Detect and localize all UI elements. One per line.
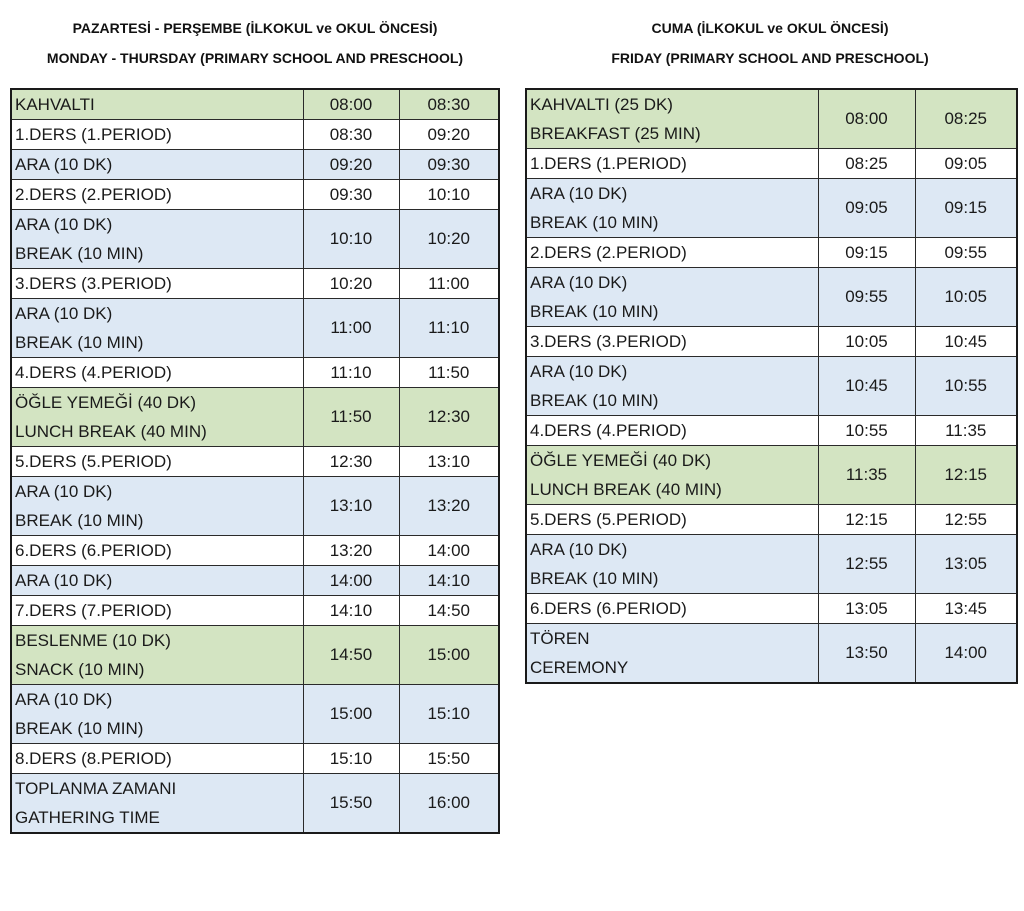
period-label [526, 238, 818, 268]
end-time: 11:00 [399, 269, 499, 299]
start-time: 14:10 [303, 596, 399, 626]
schedule-row [11, 150, 499, 180]
schedule-row [11, 774, 499, 834]
period-label [526, 179, 818, 238]
period-label-line: ARA (10 DK) [15, 304, 113, 323]
schedule-row [526, 179, 1017, 238]
period-label-line: ÖĞLE YEMEĞİ (40 DK) [530, 451, 712, 470]
period-label-line: 5.DERS (5.PERIOD) [15, 452, 172, 471]
period-label [11, 180, 303, 210]
friday-schedule-table [525, 88, 1018, 684]
start-time: 11:10 [303, 358, 399, 388]
start-time: 08:00 [818, 89, 915, 149]
end-time: 10:20 [399, 210, 499, 269]
schedule-row [526, 149, 1017, 179]
period-label-line: 8.DERS (8.PERIOD) [15, 749, 172, 768]
period-label-line: LUNCH BREAK (40 MIN) [530, 480, 722, 499]
end-time: 10:05 [915, 268, 1017, 327]
period-label-line: BREAK (10 MIN) [15, 244, 144, 263]
start-time: 10:20 [303, 269, 399, 299]
period-label [11, 566, 303, 596]
schedule-row [11, 596, 499, 626]
end-time: 09:15 [915, 179, 1017, 238]
period-label-line: 7.DERS (7.PERIOD) [15, 601, 172, 620]
schedule-row [526, 238, 1017, 268]
period-label [526, 505, 818, 535]
period-label [526, 149, 818, 179]
period-label [11, 536, 303, 566]
start-time: 11:35 [818, 446, 915, 505]
period-label-line: KAHVALTI [15, 95, 95, 114]
period-label-line: ARA (10 DK) [15, 571, 113, 590]
schedule-row [11, 120, 499, 150]
period-label-line: 6.DERS (6.PERIOD) [15, 541, 172, 560]
end-time: 09:30 [399, 150, 499, 180]
schedule-row [11, 358, 499, 388]
start-time: 13:05 [818, 594, 915, 624]
end-time: 09:20 [399, 120, 499, 150]
friday-heading-en: FRIDAY (PRIMARY SCHOOL AND PRESCHOOL) [611, 50, 929, 66]
start-time: 09:55 [818, 268, 915, 327]
end-time: 15:00 [399, 626, 499, 685]
start-time: 10:10 [303, 210, 399, 269]
period-label-line: BREAK (10 MIN) [15, 511, 144, 530]
end-time: 14:50 [399, 596, 499, 626]
period-label [11, 358, 303, 388]
schedule-row [11, 744, 499, 774]
end-time: 13:05 [915, 535, 1017, 594]
start-time: 14:00 [303, 566, 399, 596]
period-label-line: LUNCH BREAK (40 MIN) [15, 422, 207, 441]
schedule-row [526, 327, 1017, 357]
period-label [11, 299, 303, 358]
period-label [11, 150, 303, 180]
end-time: 15:50 [399, 744, 499, 774]
period-label-line: GATHERING TIME [15, 808, 160, 827]
schedule-row [11, 210, 499, 269]
monday-thursday-heading-tr: PAZARTESİ - PERŞEMBE (İLKOKUL ve OKUL ÖNCESİ) [72, 20, 438, 36]
end-time: 13:45 [915, 594, 1017, 624]
period-label-line: 2.DERS (2.PERIOD) [530, 243, 687, 262]
period-label-line: 4.DERS (4.PERIOD) [530, 421, 687, 440]
period-label-line: ARA (10 DK) [530, 362, 628, 381]
period-label-line: 6.DERS (6.PERIOD) [530, 599, 687, 618]
end-time: 11:10 [399, 299, 499, 358]
period-label-line: BREAK (10 MIN) [15, 333, 144, 352]
end-time: 10:45 [915, 327, 1017, 357]
start-time: 13:10 [303, 477, 399, 536]
period-label-line: ARA (10 DK) [530, 184, 628, 203]
period-label-line: BREAKFAST (25 MIN) [530, 124, 701, 143]
period-label [526, 416, 818, 446]
start-time: 09:15 [818, 238, 915, 268]
schedule-row [526, 89, 1017, 149]
start-time: 08:00 [303, 89, 399, 120]
period-label-line: 1.DERS (1.PERIOD) [530, 154, 687, 173]
period-label-line: 4.DERS (4.PERIOD) [15, 363, 172, 382]
period-label [11, 388, 303, 447]
start-time: 09:20 [303, 150, 399, 180]
start-time: 11:00 [303, 299, 399, 358]
start-time: 15:50 [303, 774, 399, 834]
period-label [526, 327, 818, 357]
schedule-row [11, 388, 499, 447]
period-label-line: ARA (10 DK) [15, 155, 113, 174]
schedule-row [526, 416, 1017, 446]
period-label [11, 685, 303, 744]
schedule-row [11, 299, 499, 358]
end-time: 15:10 [399, 685, 499, 744]
period-label-line: BESLENME (10 DK) [15, 631, 171, 650]
schedule-row [11, 566, 499, 596]
start-time: 10:45 [818, 357, 915, 416]
end-time: 10:55 [915, 357, 1017, 416]
schedule-row [526, 357, 1017, 416]
period-label-line: CEREMONY [530, 658, 629, 677]
period-label [526, 594, 818, 624]
end-time: 11:50 [399, 358, 499, 388]
period-label [11, 626, 303, 685]
monday-thursday-heading-en: MONDAY - THURSDAY (PRIMARY SCHOOL AND PRESCHOOL) [46, 50, 464, 66]
period-label-line: ARA (10 DK) [15, 215, 113, 234]
period-label [11, 744, 303, 774]
period-label [11, 774, 303, 834]
start-time: 12:30 [303, 447, 399, 477]
period-label [526, 624, 818, 684]
period-label-line: SNACK (10 MIN) [15, 660, 145, 679]
schedule-row [11, 536, 499, 566]
start-time: 15:10 [303, 744, 399, 774]
end-time: 12:55 [915, 505, 1017, 535]
period-label-line: ÖĞLE YEMEĞİ (40 DK) [15, 393, 197, 412]
start-time: 08:25 [818, 149, 915, 179]
end-time: 14:00 [915, 624, 1017, 684]
period-label-line: 3.DERS (3.PERIOD) [530, 332, 687, 351]
schedule-row [11, 685, 499, 744]
start-time: 12:15 [818, 505, 915, 535]
period-label [526, 446, 818, 505]
start-time: 13:20 [303, 536, 399, 566]
period-label [11, 210, 303, 269]
period-label-line: BREAK (10 MIN) [15, 719, 144, 738]
end-time: 13:10 [399, 447, 499, 477]
schedule-row [11, 626, 499, 685]
period-label-line: BREAK (10 MIN) [530, 391, 659, 410]
schedule-row [11, 447, 499, 477]
end-time: 12:15 [915, 446, 1017, 505]
schedule-row [526, 624, 1017, 684]
schedule-row [526, 594, 1017, 624]
period-label-line: KAHVALTI (25 DK) [530, 95, 673, 114]
start-time: 09:05 [818, 179, 915, 238]
end-time: 12:30 [399, 388, 499, 447]
period-label-line: ARA (10 DK) [530, 273, 628, 292]
friday-heading-tr: CUMA (İLKOKUL ve OKUL ÖNCESİ) [651, 20, 889, 36]
end-time: 16:00 [399, 774, 499, 834]
monday-thursday-schedule-table [10, 88, 500, 834]
end-time: 08:25 [915, 89, 1017, 149]
start-time: 09:30 [303, 180, 399, 210]
schedule-row [526, 505, 1017, 535]
schedule-row [526, 535, 1017, 594]
period-label [11, 269, 303, 299]
schedule-row [11, 477, 499, 536]
end-time: 09:55 [915, 238, 1017, 268]
start-time: 10:55 [818, 416, 915, 446]
period-label [526, 535, 818, 594]
start-time: 10:05 [818, 327, 915, 357]
schedule-row [526, 446, 1017, 505]
end-time: 08:30 [399, 89, 499, 120]
schedule-row [526, 268, 1017, 327]
period-label [526, 268, 818, 327]
period-label [11, 120, 303, 150]
period-label-line: ARA (10 DK) [15, 690, 113, 709]
start-time: 14:50 [303, 626, 399, 685]
end-time: 09:05 [915, 149, 1017, 179]
end-time: 14:10 [399, 566, 499, 596]
period-label-line: TÖREN [530, 629, 590, 648]
start-time: 13:50 [818, 624, 915, 684]
period-label-line: 2.DERS (2.PERIOD) [15, 185, 172, 204]
end-time: 10:10 [399, 180, 499, 210]
monday-thursday-heading [10, 13, 500, 73]
period-label [11, 89, 303, 120]
start-time: 12:55 [818, 535, 915, 594]
period-label-line: BREAK (10 MIN) [530, 213, 659, 232]
start-time: 15:00 [303, 685, 399, 744]
period-label [526, 89, 818, 149]
schedule-row [11, 269, 499, 299]
start-time: 11:50 [303, 388, 399, 447]
period-label [11, 477, 303, 536]
end-time: 14:00 [399, 536, 499, 566]
period-label-line: TOPLANMA ZAMANI [15, 779, 177, 798]
period-label-line: BREAK (10 MIN) [530, 302, 659, 321]
period-label [526, 357, 818, 416]
schedule-row [11, 89, 499, 120]
period-label-line: 1.DERS (1.PERIOD) [15, 125, 172, 144]
period-label-line: 5.DERS (5.PERIOD) [530, 510, 687, 529]
end-time: 11:35 [915, 416, 1017, 446]
period-label-line: BREAK (10 MIN) [530, 569, 659, 588]
period-label [11, 596, 303, 626]
friday-heading [525, 13, 1015, 73]
start-time: 08:30 [303, 120, 399, 150]
end-time: 13:20 [399, 477, 499, 536]
period-label-line: 3.DERS (3.PERIOD) [15, 274, 172, 293]
period-label [11, 447, 303, 477]
period-label-line: ARA (10 DK) [15, 482, 113, 501]
period-label-line: ARA (10 DK) [530, 540, 628, 559]
schedule-row [11, 180, 499, 210]
